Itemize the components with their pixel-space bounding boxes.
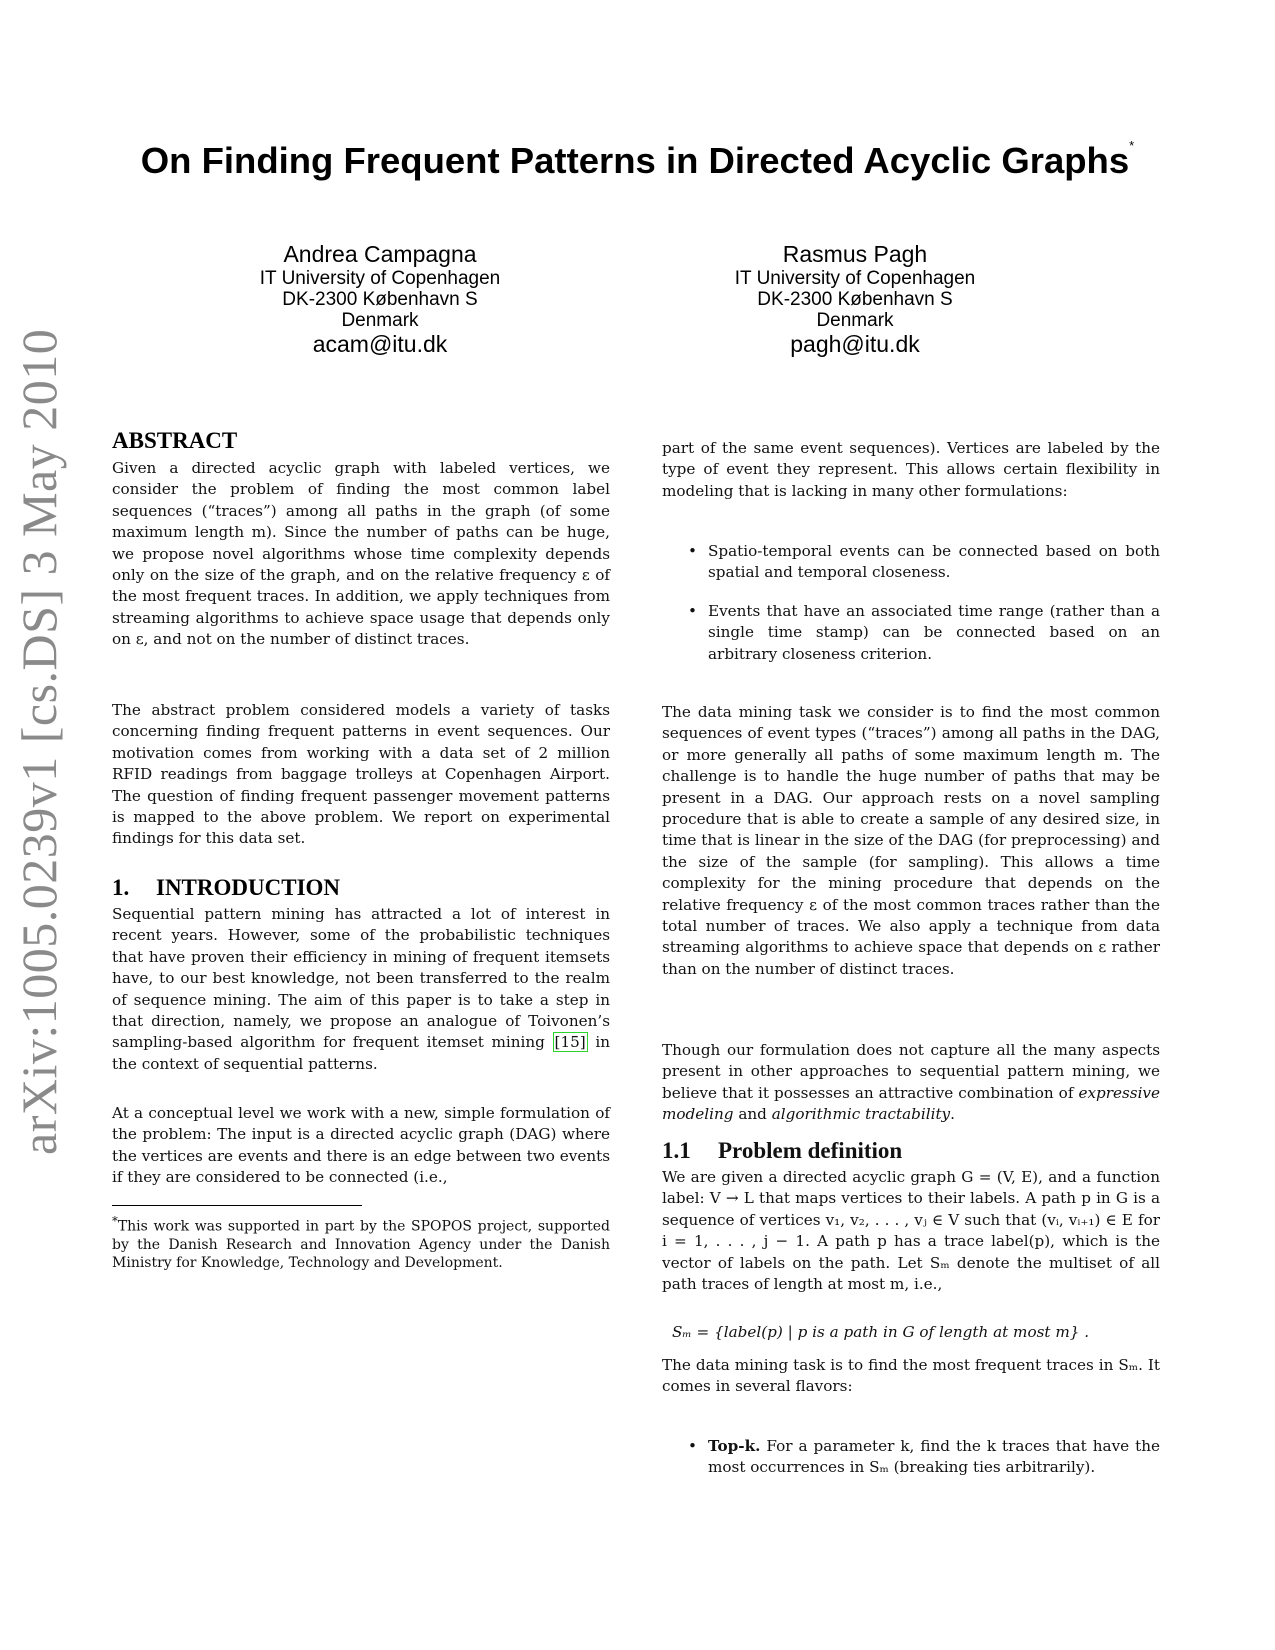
paragraph-text: . [950, 1105, 955, 1124]
bullet-icon: • [688, 601, 697, 620]
paragraph-text: and [738, 1105, 767, 1124]
emphasis-text: algorithmic tractability [771, 1105, 951, 1124]
subsection-number: 1.1 [662, 1138, 691, 1163]
right-paragraph-4: We are given a directed acyclic graph G = (V, E), and a function label: V → L that maps vertices to their labels. A path p in G is a sequence of vertices v₁, v₂, . . . , vⱼ ∈ V such that (vᵢ, vᵢ₊₁) ∈ E for i = 1, . . . , j − 1. A path p has a trace label(p), which is the vector of labels on the path. Let Sₘ denote the multiset of all path traces of length at most m, i.e., [662, 1168, 1160, 1294]
subsection-heading [662, 1138, 902, 1164]
arxiv-side-label: arXiv:1005.0239v1 [cs.DS] 3 May 2010 [11, 328, 67, 1155]
author-affiliation: IT University of Copenhagen [259, 268, 501, 289]
footnote-text: This work was supported in part by the SPOPOS project, supported by the Danish Research and Innovation Agency under the Danish Ministry for Knowledge, Technology and Development. [112, 1218, 610, 1271]
footnote-mark: * [112, 1214, 118, 1228]
section-number: 1. [112, 875, 130, 900]
bullet-list-2 [662, 1436, 1160, 1496]
author-address: DK-2300 København S [757, 289, 953, 310]
subsection-title: Problem definition [718, 1138, 903, 1163]
abstract-heading: ABSTRACT [112, 428, 238, 453]
list-item-text: Events that have an associated time range (rather than a single time stamp) can be connected based on an arbitrary closeness criterion. [708, 601, 1160, 663]
author-country: Denmark [341, 310, 419, 331]
list-item [662, 1436, 1160, 1479]
intro-paragraph-1 [112, 904, 610, 1075]
author-name: Andrea Campagna [283, 241, 477, 267]
intro-heading [112, 875, 340, 901]
paper-title [0, 140, 1275, 182]
author-block-1 [200, 240, 560, 357]
author-block-2 [675, 240, 1035, 357]
right-paragraph-5: The data mining task is to find the most frequent traces in Sₘ. It comes in several flavors: [662, 1356, 1160, 1396]
paragraph-text: Though our formulation does not capture all the many aspects present in other approaches to sequential pattern mining, we believe that it possesses an attractive combination of [662, 1041, 1160, 1102]
author-affiliation: IT University of Copenhagen [734, 268, 976, 289]
right-paragraph-3 [662, 1040, 1160, 1126]
equation: Sₘ = {label(p) | p is a path in G of length at most m} . [672, 1323, 1090, 1341]
intro-text: in the context of sequential patterns. [112, 1033, 610, 1073]
list-item [662, 541, 1160, 584]
author-name: Rasmus Pagh [782, 241, 928, 267]
bullet-icon: • [688, 1437, 697, 1455]
abstract-paragraph-1: Given a directed acyclic graph with labeled vertices, we consider the problem of finding the most common label sequences (“traces”) among all paths in the graph (of some maximum length m). Since the number of paths can be huge, we propose novel algorithms whose time complexity depends only on the size of the graph, and on the relative frequency ε of the most frequent traces. In addition, we apply techniques from streaming algorithms to achieve space usage that depends only on ε, and not on the number of distinct traces. [112, 459, 610, 649]
citation-link[interactable]: [15] [554, 1033, 586, 1052]
author-address: DK-2300 København S [282, 289, 478, 310]
bullet-list-1 [662, 541, 1160, 682]
list-item-text: Spatio-temporal events can be connected based on both spatial and temporal closeness. [708, 542, 1160, 582]
intro-text: Sequential pattern mining has attracted a lot of interest in recent years. However, some of the probabilistic techniques that have proven their efficiency in mining of frequent itemsets have, to our best knowledge, not been transferred to the realm of sequence mining. The aim of this paper is to take a step in that direction, namely, we propose an analogue of Toivonen’s sampling-based algorithm for frequent itemset mining [112, 905, 610, 1052]
author-email: acam@itu.dk [312, 331, 448, 357]
footnote-rule [112, 1205, 362, 1206]
title-text: On Finding Frequent Patterns in Directed Acyclic Graphs [140, 140, 1130, 181]
footnote [112, 1212, 610, 1272]
title-footnote-mark: * [1129, 138, 1135, 153]
author-email: pagh@itu.dk [790, 331, 920, 357]
author-country: Denmark [816, 310, 894, 331]
list-item-bold: Top-k. [708, 1437, 761, 1455]
intro-paragraph-2: At a conceptual level we work with a new, simple formulation of the problem: The input is a directed acyclic graph (DAG) where the vertices are events and there is an edge between two events if they are considered to be connected (i.e., [112, 1104, 610, 1187]
emphasis-text: expressive modeling [662, 1083, 1160, 1124]
list-item-text: For a parameter k, find the k traces that have the most occurrences in Sₘ (breaking ties arbitrarily). [708, 1437, 1160, 1477]
right-paragraph-1: part of the same event sequences). Vertices are labeled by the type of event they represent. This allows certain flexibility in modeling that is lacking in many other formulations: [662, 439, 1160, 500]
section-title: INTRODUCTION [156, 875, 341, 900]
right-paragraph-2: The data mining task we consider is to find the most common sequences of event types (“traces”) among all paths in the DAG, or more generally all paths of some maximum length m. The challenge is to handle the huge number of paths that may be present in a DAG. Our approach rests on a novel sampling procedure that is able to create a sample of any desired size, in time that is linear in the size of the DAG (for preprocessing) and the size of the sample (for sampling). This allows a time complexity for the mining procedure that depends on the relative frequency ε of the most common traces rather than the total number of traces. We also apply a technique from data streaming algorithms to achieve space that depends on ε rather than on the number of distinct traces. [662, 703, 1160, 978]
abstract-paragraph-2: The abstract problem considered models a variety of tasks concerning finding frequent patterns in event sequences. Our motivation comes from working with a data set of 2 million RFID readings from baggage trolleys at Copenhagen Airport. The question of finding frequent passenger movement patterns is mapped to the above problem. We report on experimental findings for this data set. [112, 701, 610, 848]
bullet-icon: • [688, 542, 697, 560]
list-item [662, 601, 1160, 665]
